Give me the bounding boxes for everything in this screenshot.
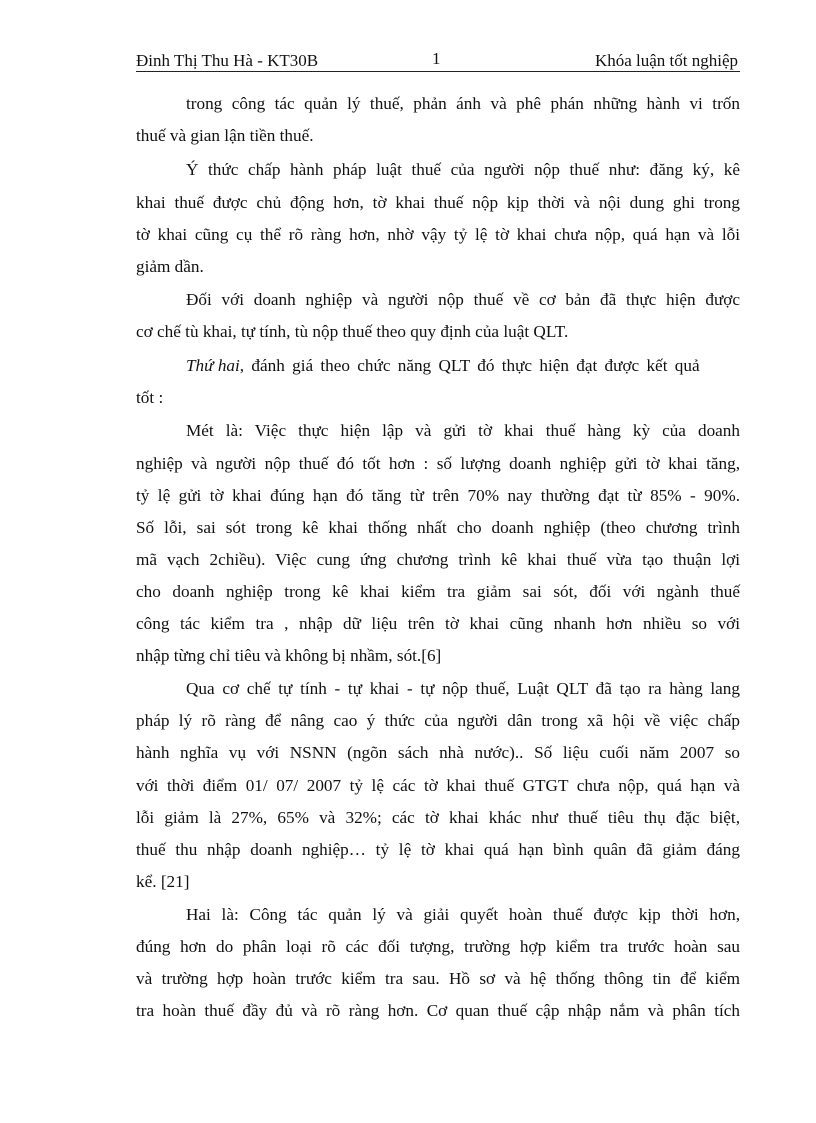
text-line: công tác kiểm tra , nhập dữ liệu trên tờ khai cũng nhanh hơn nhiều so với <box>136 614 740 633</box>
text-line: cho doanh nghiệp trong kê khai kiểm tra giảm sai sót, đối với ngành thuế <box>136 582 740 601</box>
text-line: Số lỗi, sai sót trong kê khai thống nhất cho doanh nghiệp (theo chương trình <box>136 518 740 537</box>
text-line: Qua cơ chế tự tính - tự khai - tự nộp thuế, Luật QLT đã tạo ra hàng lang <box>186 679 740 698</box>
text-line: cơ chế tù khai, tự tính, tù nộp thuế theo quy định của luật QLT. <box>136 322 569 341</box>
text-line: hành nghĩa vụ với NSNN (ngõn sách nhà nước).. Số liệu cuối năm 2007 so <box>136 743 740 762</box>
page-header <box>136 47 740 71</box>
text-line: và trường hợp hoàn trước kiểm tra sau. Hồ sơ và hệ thống thông tin để kiểm <box>136 969 740 988</box>
header-divider <box>136 71 740 72</box>
text-line: Mét là: Việc thực hiện lập và gửi tờ khai thuế hàng kỳ của doanh <box>186 421 740 440</box>
text-line: pháp lý rõ ràng để nâng cao ý thức của người dân trong xã hội về việc chấp <box>136 711 740 730</box>
text-line: mã vạch 2chiều). Việc cung ứng chương trình kê khai thuế vừa tạo thuận lợi <box>136 550 740 569</box>
text-line: khai thuế được chủ động hơn, tờ khai thuế nộp kịp thời và nội dung ghi trong <box>136 193 740 212</box>
text-line: Ý thức chấp hành pháp luật thuế của người nộp thuế như: đăng ký, kê <box>186 160 740 179</box>
text-line: nghiệp và người nộp thuế đó tốt hơn : số lượng doanh nghiệp gửi tờ khai tăng, <box>136 454 740 473</box>
text-line: nhập từng chỉ tiêu và không bị nhầm, sót.[6] <box>136 646 442 665</box>
text-span: , đánh giá theo chức năng QLT đó thực hiện đạt được kết quả <box>239 356 700 375</box>
text-line: tốt : <box>136 388 164 407</box>
text-line: tra hoàn thuế đầy đủ và rõ ràng hơn. Cơ quan thuế cập nhập nắm và phân tích <box>136 1001 740 1020</box>
text-line: trong công tác quản lý thuế, phản ánh và phê phán những hành vi trốn <box>186 94 740 113</box>
text-line: Đối với doanh nghiệp và người nộp thuế về cơ bản đã thực hiện được <box>186 290 740 309</box>
text-line: thuế và gian lận tiền thuế. <box>136 126 314 145</box>
text-line: kể. [21] <box>136 872 190 891</box>
text-line: Hai là: Công tác quản lý và giải quyết hoàn thuế được kịp thời hơn, <box>186 905 740 924</box>
text-line: giảm dần. <box>136 257 204 276</box>
text-line: tờ khai cũng cụ thể rõ ràng hơn, nhờ vậy tỷ lệ tờ khai chưa nộp, quá hạn và lỗi <box>136 225 740 244</box>
header-title: Khóa luận tốt nghiệp <box>594 51 738 70</box>
text-line <box>136 352 740 380</box>
emphasis-text: Thứ hai <box>186 356 240 375</box>
text-line: đúng hơn do phân loại rõ các đối tượng, trường hợp kiểm tra trước hoàn sau <box>136 937 740 956</box>
header-page-number: 1 <box>432 49 441 68</box>
text-line: tỷ lệ gửi tờ khai đúng hạn đó tăng từ trên 70% nay thường đạt từ 85% - 90%. <box>136 486 740 505</box>
text-line: thuế thu nhập doanh nghiệp… tỷ lệ tờ khai quá hạn bình quân đã giảm đáng <box>136 840 740 859</box>
header-author: Đinh Thị Thu Hà - KT30B <box>136 51 319 70</box>
text-line: với thời điểm 01/ 07/ 2007 tỷ lệ các tờ khai thuế GTGT chưa nộp, quá hạn và <box>136 776 740 795</box>
text-line: lỗi giảm là 27%, 65% và 32%; các tờ khai khác như thuế tiêu thụ đặc biệt, <box>136 808 740 827</box>
